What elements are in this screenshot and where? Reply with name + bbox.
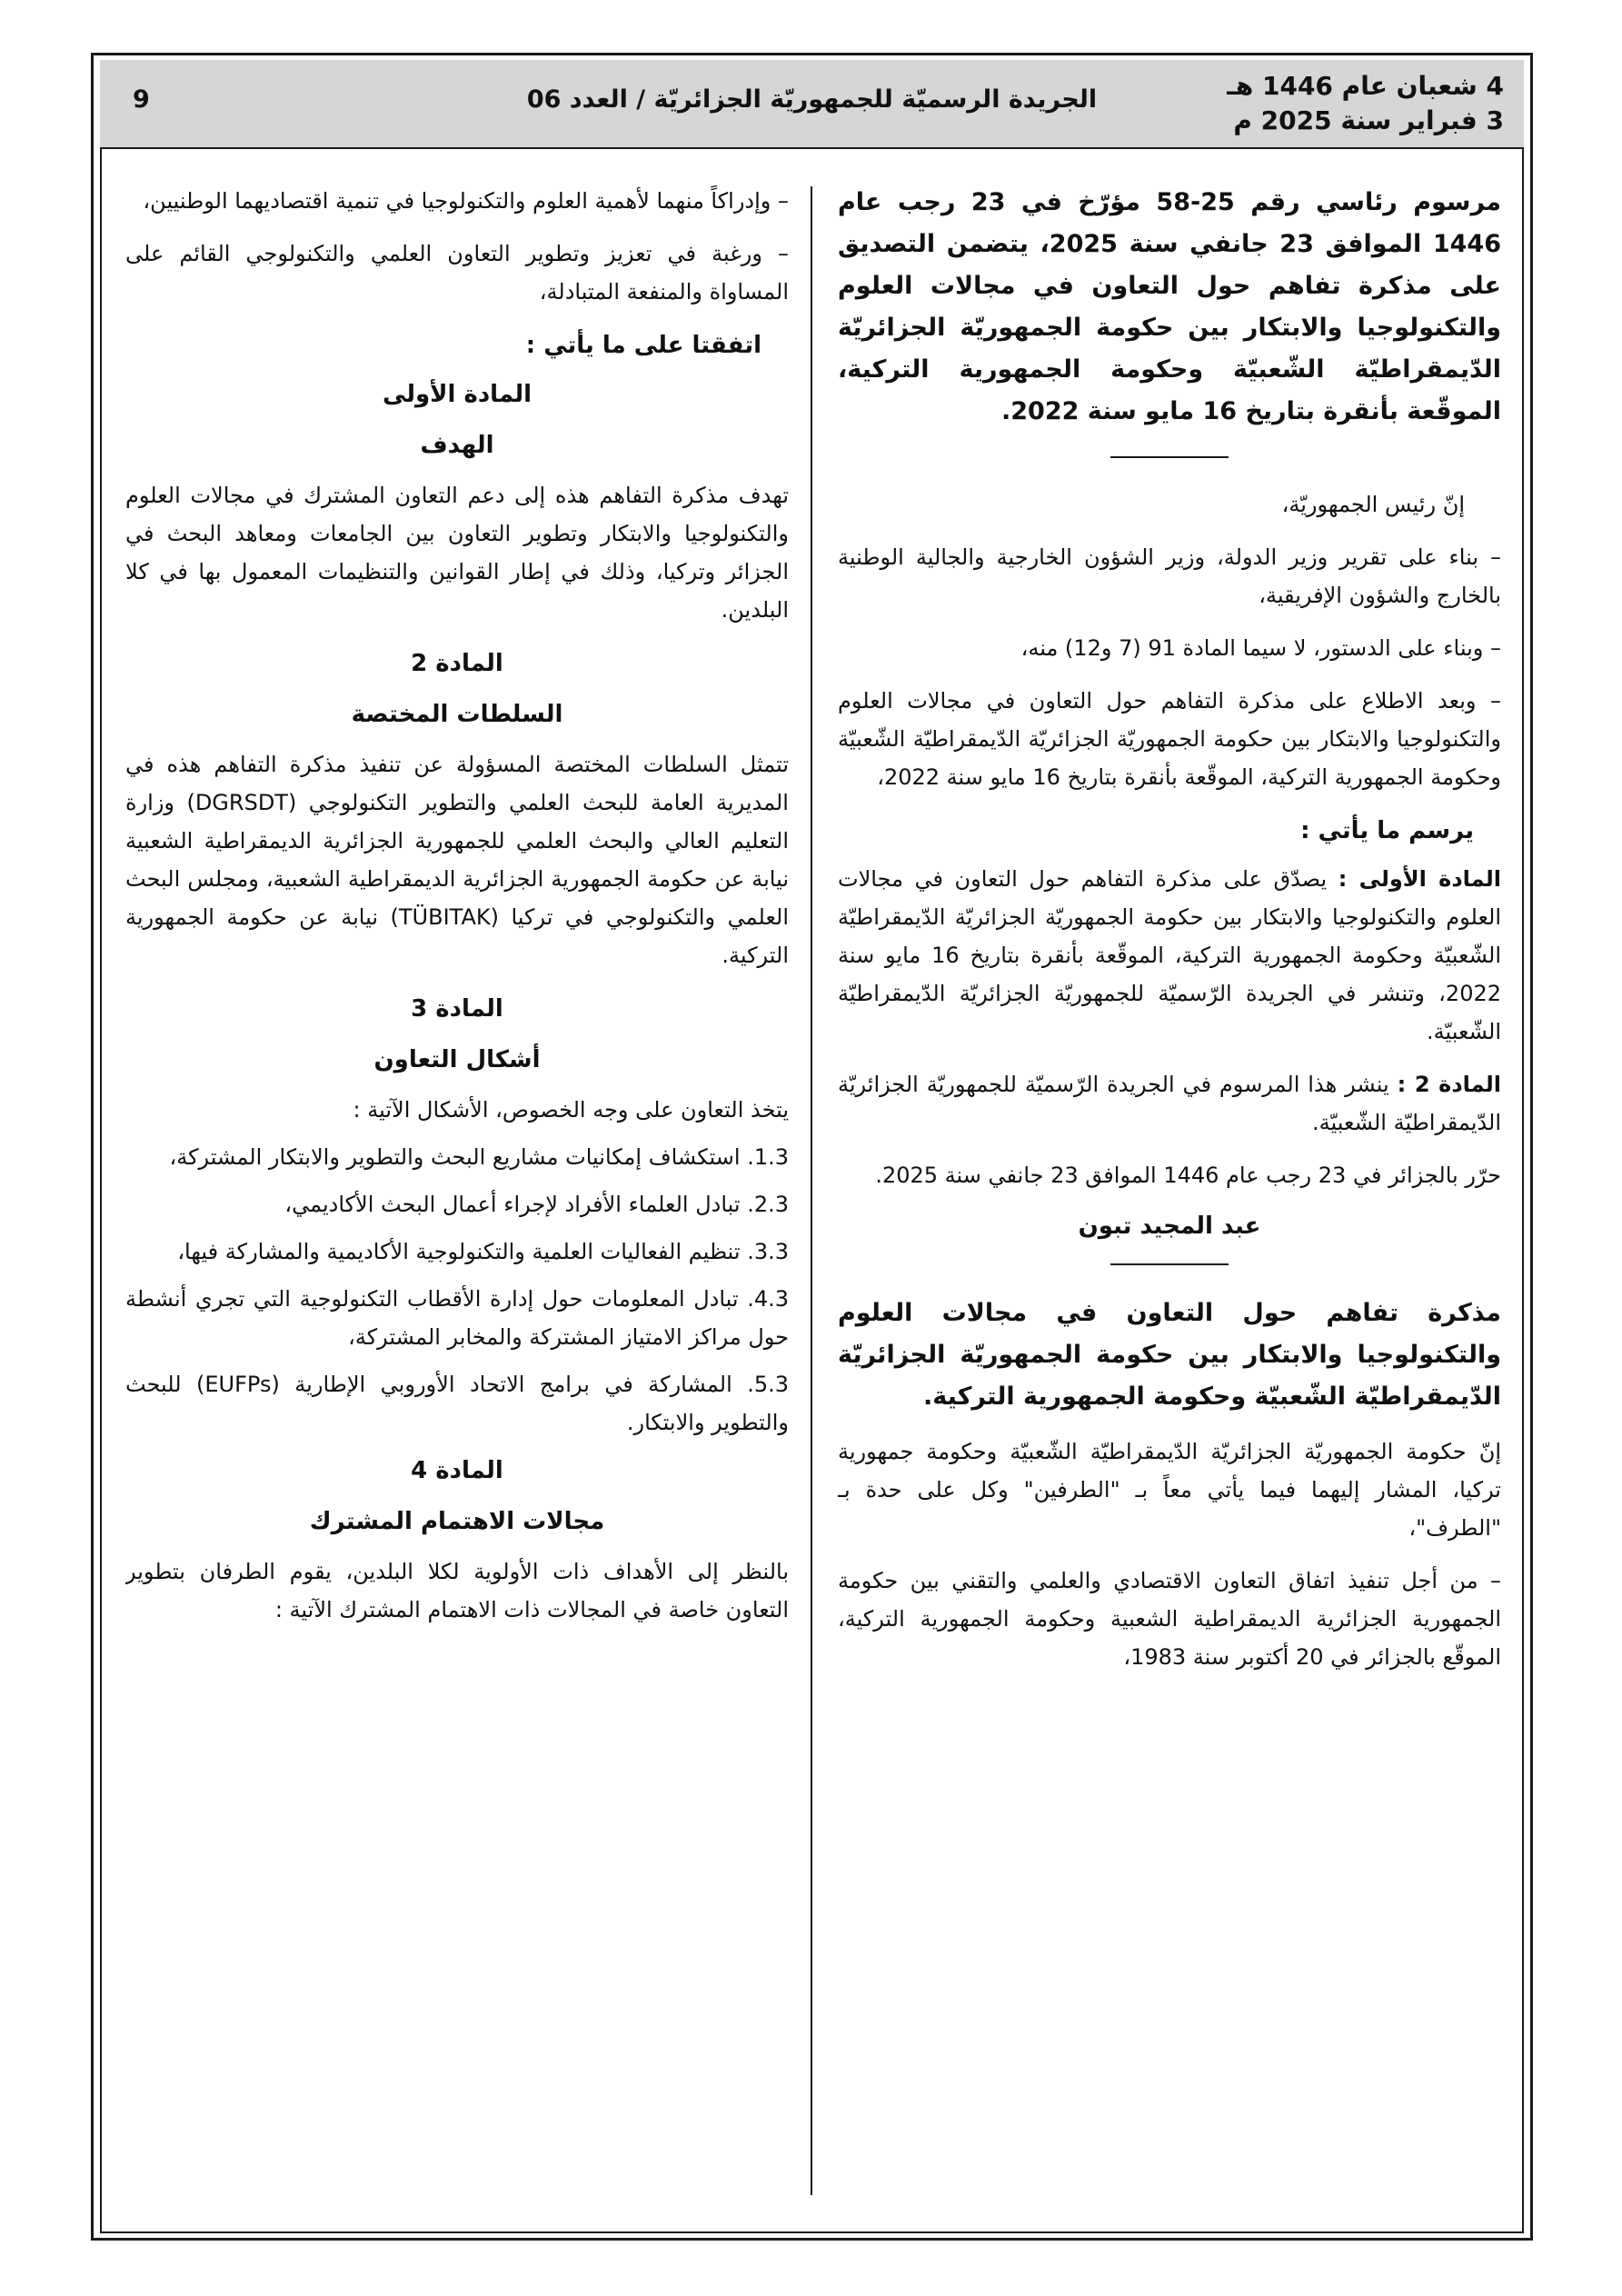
separator-line <box>1110 456 1229 458</box>
memo-title: مذكرة تفاهم حول التعاون في مجالات العلوم والتكنولوجيا والابتكار بين حكومة الجمهوريّة الجزائريّة الدّيمقراطيّة الشّعبيّة وحكومة الجمهورية التركية. <box>838 1299 1501 1411</box>
article-4-number: المادة 4 <box>411 1457 503 1484</box>
article-3-title: أشكال التعاون <box>373 1046 541 1073</box>
article-2-text: ينشر هذا المرسوم في الجريدة الرّسميّة للجمهوريّة الجزائريّة الدّيمقراطيّة الشّعبيّة. <box>838 1072 1501 1135</box>
article-2-label: المادة 2 : <box>1397 1072 1501 1097</box>
memo-preamble-1: إنّ حكومة الجمهوريّة الجزائريّة الدّيمقراطيّة الشّعبيّة وحكومة جمهورية تركيا، المشار إليهما فيما يأتي معاً بـ "الطرفين" وكل على حدة بـ "الطرف"، <box>838 1439 1501 1541</box>
article-1-text: يصدّق على مذكرة التفاهم حول التعاون في مجالات العلوم والتكنولوجيا والابتكار بين حكومة الجمهوريّة الجزائريّة الدّيمقراطيّة الشّعبيّة وحكومة الجمهورية التركية، الموقّعة بأنقرة بتاريخ 16 مايو سنة 2022، وتنشر في الجريدة الرّسميّة للجمهوريّة الجزائريّة الدّيمقراطيّة الشّعبيّة. <box>838 866 1501 1044</box>
page-number: 9 <box>133 85 150 114</box>
signature: عبد المجيد تبون <box>1078 1213 1261 1240</box>
memo-preamble-4: – ورغبة في تعزيز وتطوير التعاون العلمي والتكنولوجي القائم على المساواة والمنفعة المتبادلة، <box>125 241 789 304</box>
decree-done-at: حرّر بالجزائر في 23 رجب عام 1446 الموافق 23 جانفي سنة 2025. <box>875 1163 1501 1188</box>
header-date-gregorian: 3 فبراير سنة 2025 م <box>1233 105 1504 135</box>
decree-article-2 <box>838 1065 1501 1142</box>
article-1-body: تهدف مذكرة التفاهم هذه إلى دعم التعاون المشترك في مجالات العلوم والتكنولوجيا والابتكار وتطوير التعاون بين الجامعات ومعاهد البحث في الجزائر وتركيا، وذلك في إطار القوانين والتنظيمات المعمول بها في كلا البلدين. <box>125 483 789 623</box>
list-item: 4.3. تبادل المعلومات حول إدارة الأقطاب التكنولوجية التي تجري أنشطة حول مراكز الامتياز المشتركة والمخابر المشتركة، <box>125 1286 789 1350</box>
decree-visa-2: – وبناء على الدستور، لا سيما المادة 91 (7 و12) منه، <box>1020 635 1501 661</box>
memo-preamble-3: – وإدراكاً منهما لأهمية العلوم والتكنولوجيا في تنمية اقتصاديهما الوطنيين، <box>143 188 789 214</box>
page-header <box>100 60 1524 149</box>
article-4-body: بالنظر إلى الأهداف ذات الأولوية لكلا البلدين، يقوم الطرفان بتطوير التعاون خاصة في المجالات ذات الاهتمام المشترك الآتية : <box>125 1559 789 1622</box>
right-column <box>838 182 1501 2200</box>
article-4-title: مجالات الاهتمام المشترك <box>309 1508 605 1535</box>
column-divider <box>811 186 812 2195</box>
decree-visa-1: – بناء على تقرير وزير الدولة، وزير الشؤون الخارجية والجالية الوطنية بالخارج والشؤون الإفريقية، <box>838 544 1501 608</box>
article-1-label: المادة الأولى : <box>1338 866 1501 892</box>
article-3-intro: يتخذ التعاون على وجه الخصوص، الأشكال الآتية : <box>353 1097 789 1123</box>
header-title: الجريدة الرسميّة للجمهوريّة الجزائريّة / العدد 06 <box>526 85 1098 114</box>
left-column <box>125 182 789 2200</box>
article-3-number: المادة 3 <box>411 995 503 1023</box>
decree-article-1 <box>838 860 1501 1051</box>
list-item: 2.3. تبادل العلماء الأفراد لإجراء أعمال البحث الأكاديمي، <box>284 1192 789 1217</box>
agreed-heading: اتفقتا على ما يأتي : <box>525 332 761 359</box>
list-item: 1.3. استكشاف إمكانيات مشاريع البحث والتطوير والابتكار المشتركة، <box>169 1144 789 1170</box>
list-item: 3.3. تنظيم الفعاليات العلمية والتكنولوجية الأكاديمية والمشاركة فيها، <box>177 1239 789 1264</box>
header-date-hijri: 4 شعبان عام 1446 هـ <box>1227 71 1504 101</box>
decree-intro: إنّ رئيس الجمهوريّة، <box>1281 492 1465 517</box>
separator-line <box>1110 1263 1229 1265</box>
article-1-title: الهدف <box>420 432 494 459</box>
decree-visa-3: – وبعد الاطلاع على مذكرة التفاهم حول التعاون في مجالات العلوم والتكنولوجيا والابتكار بين حكومة الجمهوريّة الجزائريّة الدّيمقراطيّة الشّعبيّة وحكومة الجمهورية التركية، الموقّعة بأنقرة بتاريخ 16 مايو سنة 2022، <box>838 688 1501 790</box>
memo-preamble-2: – من أجل تنفيذ اتفاق التعاون الاقتصادي والعلمي والتقني بين حكومة الجمهورية الجزائرية الديمقراطية الشعبية وحكومة الجمهورية التركية، الموقّع بالجزائر في 20 أكتوبر سنة 1983، <box>838 1568 1501 1670</box>
article-1-number: المادة الأولى <box>382 381 532 408</box>
article-2-number: المادة 2 <box>411 650 503 677</box>
list-item: 5.3. المشاركة في برامج الاتحاد الأوروبي الإطارية (EUFPs) للبحث والتطوير والابتكار. <box>125 1372 789 1435</box>
decree-title: مرسوم رئاسي رقم 25-58 مؤرّخ في 23 رجب عام 1446 الموافق 23 جانفي سنة 2025، يتضمن التصديق على مذكرة تفاهم حول التعاون في مجالات العلوم والتكنولوجيا والابتكار بين حكومة الجمهوريّة الجزائريّة الدّيمقراطيّة الشّعبيّة وحكومة الجمهورية التركية، الموقّعة بأنقرة بتاريخ 16 مايو سنة 2022. <box>838 188 1501 425</box>
article-2-body: تتمثل السلطات المختصة المسؤولة عن تنفيذ مذكرة التفاهم هذه في المديرية العامة للبحث العلمي والتطوير التكنولوجي (DGRSDT) وزارة التعليم العالي والبحث العلمي للجمهورية الجزائرية الديمقراطية الشعبية نيابة عن حكومة الجمهورية الجزائرية الديمقراطية الشعبية، ومجلس البحث العلمي والتكنولوجي في تركيا (TÜBITAK) نيابة عن حكومة الجمهورية التركية. <box>125 752 789 968</box>
decrees-heading: يرسم ما يأتي : <box>1300 817 1474 844</box>
article-2-title: السلطات المختصة <box>351 701 563 728</box>
